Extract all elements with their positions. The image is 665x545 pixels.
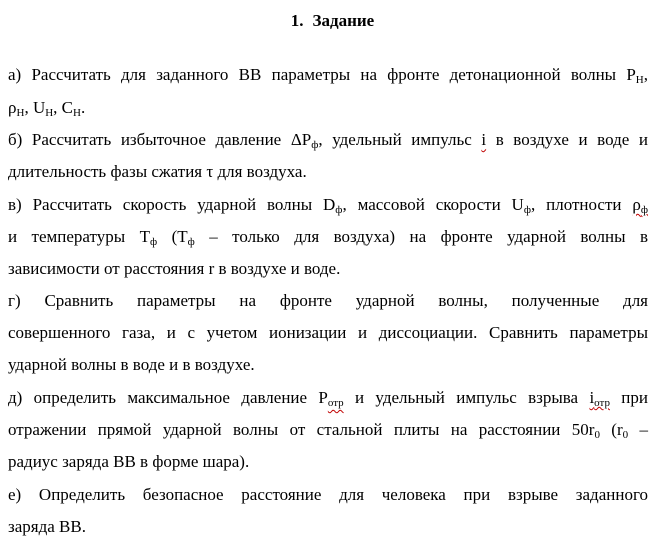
spellcheck-word: i	[481, 130, 487, 149]
item-f-line-1: е) Определить безопасное расстояние для человека при взрыве заданного	[8, 485, 648, 504]
item-a-line-1: а) Рассчитать для заданного ВВ параметры на фронте детонационной волны $P_H$,	[8, 65, 648, 86]
heading-number: 1.	[290, 11, 304, 30]
spellcheck-word: $i_{отр}$	[589, 388, 610, 409]
item-d-line-1: г) Сравнить параметры на фронте ударной волны, полученные для	[8, 291, 648, 310]
item-b-line-1: б) Рассчитать избыточное давление $\Delta P_ф$, удельный импульс i в воздухе и воде и	[8, 130, 648, 151]
item-e-line-3: радиус заряда ВВ в форме шара).	[8, 452, 250, 471]
item-e-line-1: д) определить максимальное давление $P_{отр}$ и удельный импульс взрыва $i_{отр}$ при	[8, 388, 649, 409]
item-c-line-3: зависимости от расстояния r в воздухе и воде.	[8, 259, 341, 278]
item-a-line-2: $\rho_H$, $U_H$, $C_H$.	[8, 98, 86, 119]
item-e-line-2: отражении прямой ударной волны от стальной плиты на расстоянии $50r_0$ ($r_0$ –	[8, 420, 649, 441]
item-c-line-2: и температуры $T_ф$ ($T_ф$ – только для воздуха) на фронте ударной волны в	[8, 227, 649, 248]
item-d-line-3: ударной волны в воде и в воздухе.	[8, 355, 255, 374]
heading-title: Задание	[312, 11, 375, 30]
spellcheck-word: $\rho_ф$	[632, 195, 649, 216]
item-f-line-2: заряда ВВ.	[8, 517, 86, 536]
item-d-line-2: совершенного газа, и с учетом ионизации и диссоциации. Сравнить параметры	[8, 323, 648, 342]
item-b-line-2: длительность фазы сжатия τ для воздуха.	[8, 162, 307, 181]
section-heading	[0, 9, 665, 33]
item-c-line-1: в) Рассчитать скорость ударной волны $D_ф$, массовой скорости $U_ф$, плотности $\rho_ф$	[8, 195, 649, 216]
